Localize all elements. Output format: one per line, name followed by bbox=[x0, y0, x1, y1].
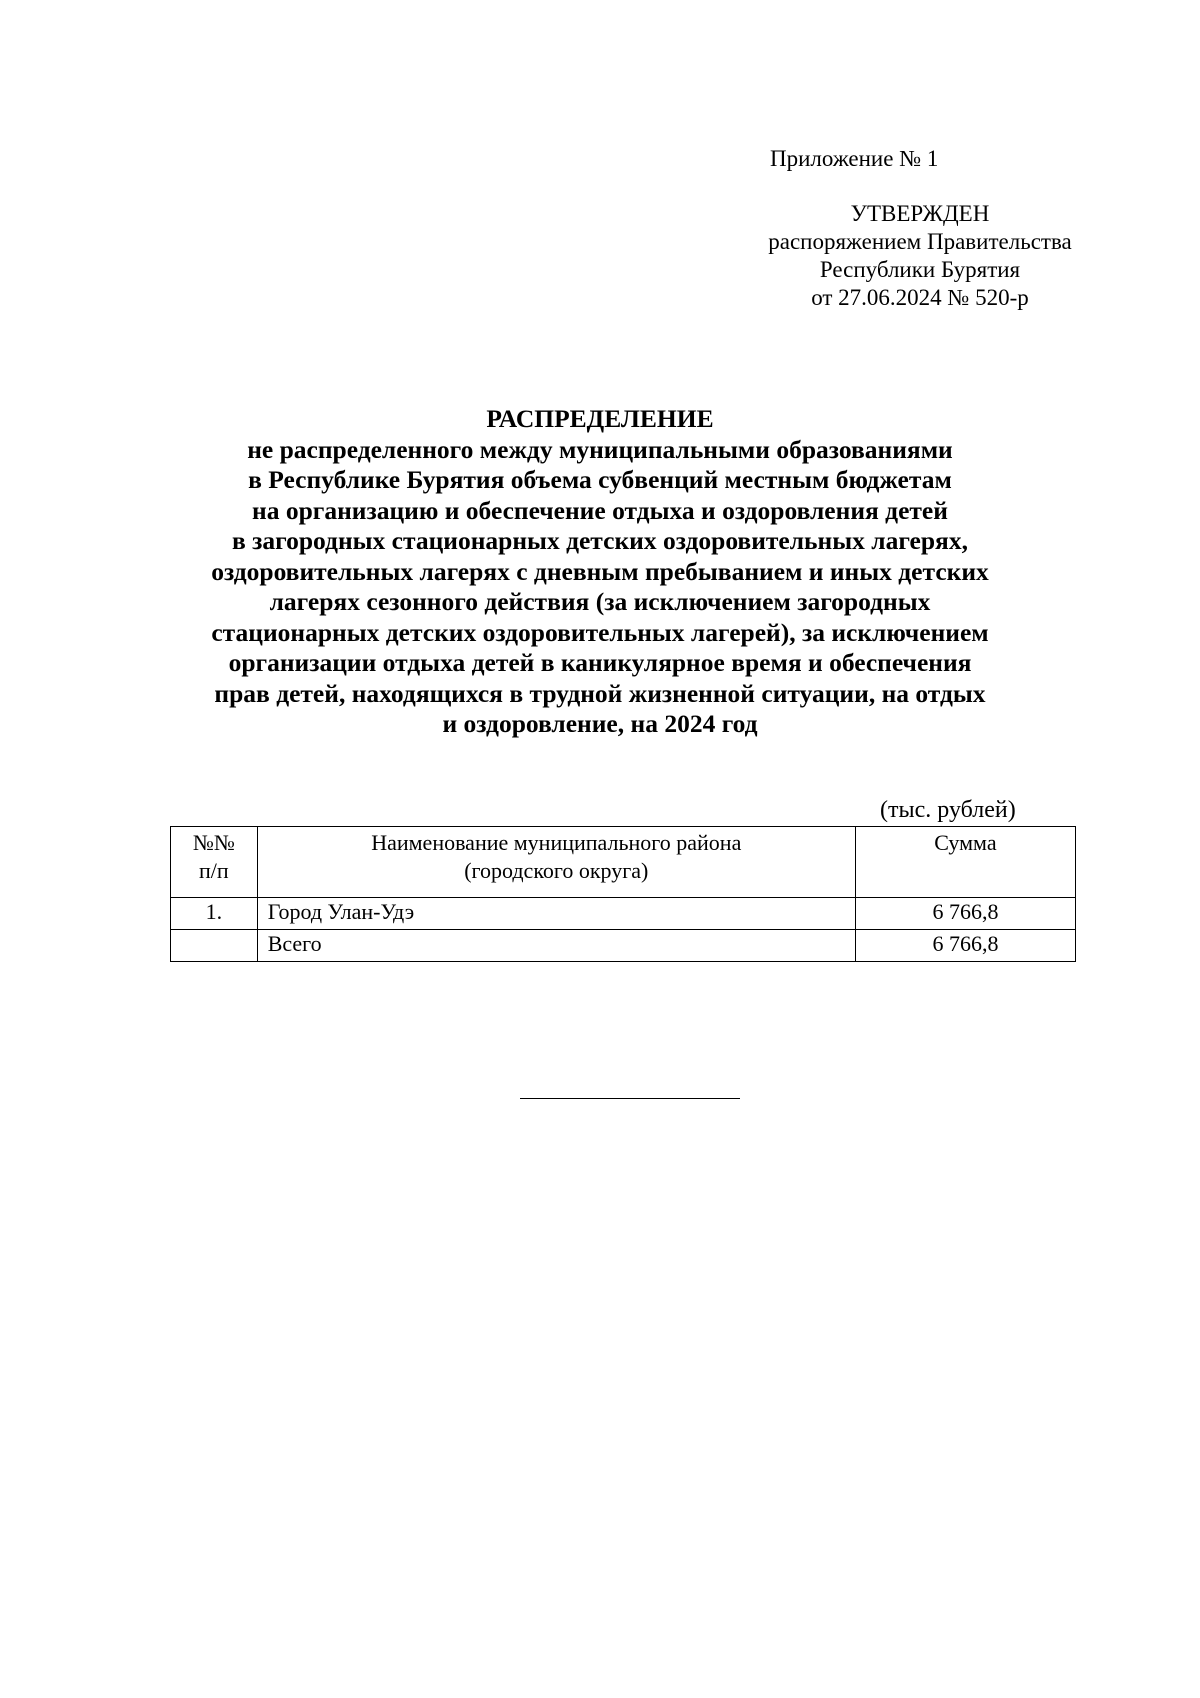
units-label: (тыс. рублей) bbox=[880, 797, 1016, 823]
row-sum: 6 766,8 bbox=[855, 898, 1075, 930]
title-line: не распределенного между муниципальными образованиями bbox=[247, 434, 953, 464]
title-line: на организацию и обеспечение отдыха и оздоровления детей bbox=[252, 495, 948, 525]
title-heading: РАСПРЕДЕЛЕНИЕ bbox=[486, 404, 714, 433]
table-row bbox=[171, 898, 1076, 930]
closing-rule bbox=[520, 1098, 740, 1099]
row-name: Город Улан-Удэ bbox=[257, 898, 855, 930]
approval-line: УТВЕРЖДЕН bbox=[850, 201, 990, 226]
approval-line: Республики Бурятия bbox=[819, 257, 1021, 282]
approval-line: распоряжением Правительства bbox=[768, 229, 1072, 254]
distribution-table bbox=[170, 826, 1076, 962]
table-total-row bbox=[171, 930, 1076, 962]
column-header-name: Наименование муниципального района (городского округа) bbox=[257, 827, 855, 898]
table-header-row bbox=[171, 827, 1076, 898]
column-header-number: №№ п/п bbox=[171, 827, 258, 898]
title-line: оздоровительных лагерях с дневным пребыванием и иных детских bbox=[211, 556, 989, 586]
document-title bbox=[150, 404, 1050, 740]
appendix-number: Приложение № 1 bbox=[770, 146, 939, 171]
title-line: организации отдыха детей в каникулярное время и обеспечения bbox=[228, 648, 972, 677]
total-number-empty bbox=[171, 930, 258, 962]
title-line: лагерях сезонного действия (за исключением загородных bbox=[269, 587, 931, 616]
row-number: 1. bbox=[171, 898, 258, 930]
title-line: прав детей, находящихся в трудной жизненной ситуации, на отдых bbox=[214, 678, 986, 708]
total-sum: 6 766,8 bbox=[855, 930, 1075, 962]
title-line: в загородных стационарных детских оздоровительных лагерях, bbox=[232, 526, 968, 555]
column-header-sum: Сумма bbox=[855, 827, 1075, 898]
title-line: и оздоровление, на 2024 год bbox=[442, 709, 758, 738]
title-line: стационарных детских оздоровительных лагерей), за исключением bbox=[211, 617, 989, 647]
approval-block bbox=[720, 200, 1120, 312]
approval-date: от 27.06.2024 № 520-р bbox=[811, 285, 1029, 310]
title-line: в Республике Бурятия объема субвенций местным бюджетам bbox=[248, 465, 952, 494]
total-label: Всего bbox=[257, 930, 855, 962]
